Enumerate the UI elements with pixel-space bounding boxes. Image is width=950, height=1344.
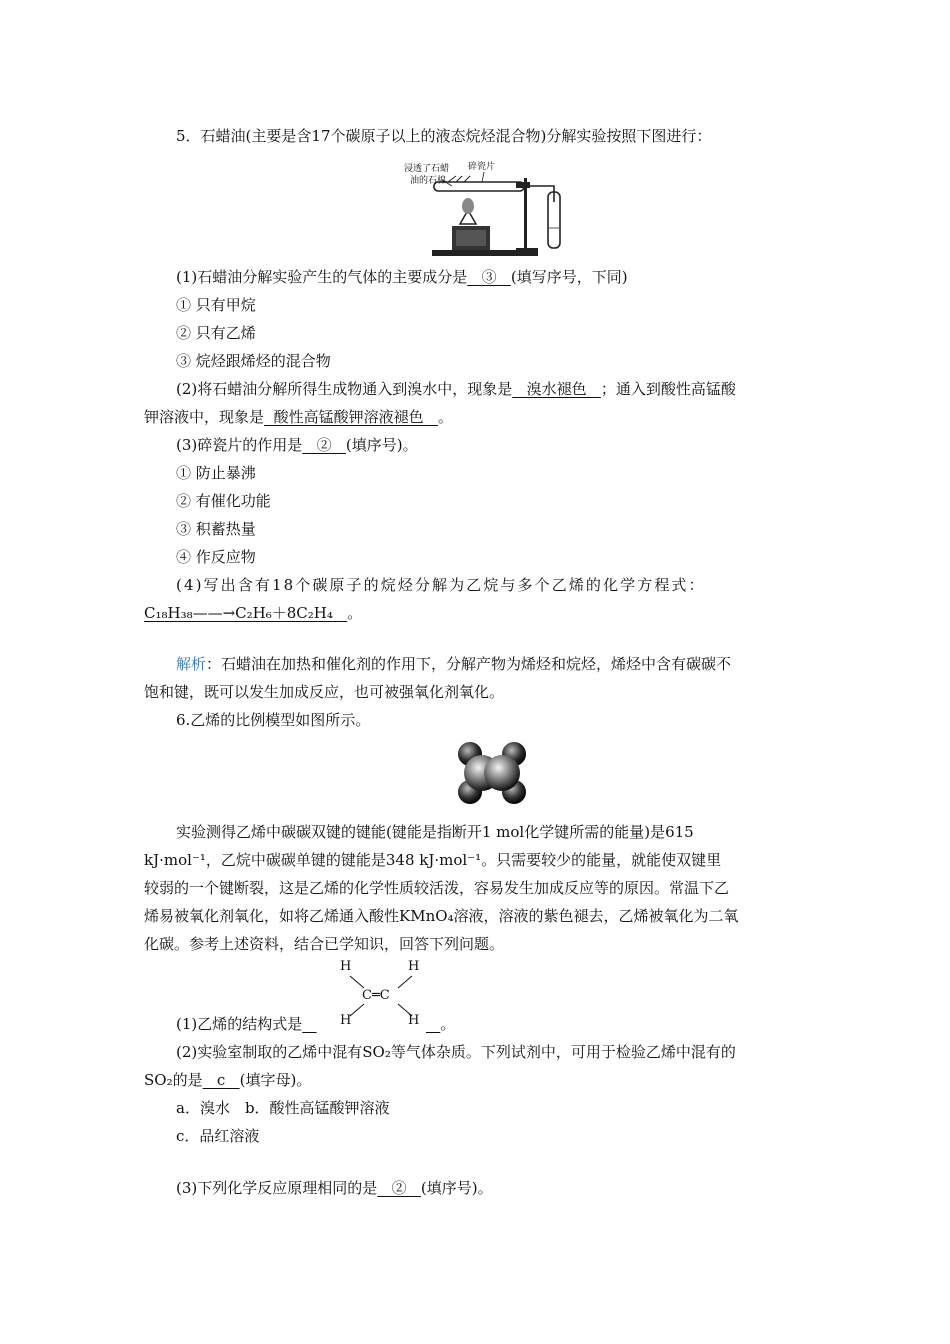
q5-p3-option: ② 有催化功能 — [176, 492, 271, 510]
q5-part4-line2 — [144, 603, 362, 623]
q5-p4-equation-text: C₁₈H₃₈——→C₂H₆＋8C₂H₄ — [144, 604, 333, 622]
q5-part3 — [176, 435, 418, 455]
q5-p1-option: ② 只有乙烯 — [176, 324, 256, 342]
q5-part4-line1: (4)写出含有18个碳原子的烷烃分解为乙烷与多个乙烯的化学方程式： — [176, 576, 706, 594]
q5-p1-answer-text: ③ — [481, 268, 497, 286]
q6-p2-answer — [203, 1071, 240, 1089]
q5-p4-end: 。 — [347, 604, 363, 622]
q5-analysis-line1 — [176, 654, 731, 674]
ethylene-model-drawing — [452, 738, 532, 808]
q5-p1-answer — [467, 268, 511, 286]
q6-p1-blank-end — [426, 1015, 440, 1033]
q6-part3 — [176, 1178, 493, 1198]
q6-p2-stem: SO₂的是 — [144, 1071, 203, 1089]
q6-p1-blank — [302, 1015, 316, 1033]
ethylene-structural-formula — [336, 960, 426, 1030]
q5-p2-answer2-text: 酸性高锰酸钾溶液褪色 — [273, 408, 424, 426]
analysis-label: 解析 — [176, 655, 207, 673]
q6-para-line5: 化碳。参考上述资料，结合已学知识，回答下列问题。 — [144, 935, 505, 953]
q5-p4-equation — [144, 604, 347, 622]
q5-p3-option: ① 防止暴沸 — [176, 464, 256, 482]
q5-p1-option: ③ 烷烃跟烯烃的混合物 — [176, 352, 331, 370]
q6-p2-option: a．溴水 b．酸性高锰酸钾溶液 — [176, 1099, 390, 1117]
label-asbestos-1: 浸透了石蜡 — [404, 164, 450, 174]
q5-part2-line2 — [144, 407, 453, 427]
q6-p2-option: c．品红溶液 — [176, 1127, 260, 1145]
q6-para-text: 实验测得乙烯中碳碳双键的键能(键能是指断开1 mol化学键所需的能量)是615 — [176, 823, 694, 841]
q6-intro: 6.乙烯的比例模型如图所示。 — [176, 711, 371, 729]
q5-p2-end: 。 — [437, 408, 453, 426]
atom-h: H — [408, 1013, 420, 1028]
q5-p1-note: (填写序号，下同) — [510, 268, 628, 286]
q5-p3-stem: (3)碎瓷片的作用是 — [176, 436, 303, 454]
q6-p1-stem: (1)乙烯的结构式是 — [176, 1015, 303, 1033]
cracking-apparatus-figure — [404, 158, 584, 258]
atom-h: H — [340, 1013, 352, 1028]
q5-p2-answer2 — [264, 408, 438, 426]
atom-h: H — [408, 959, 420, 974]
q6-part2-line2 — [144, 1070, 311, 1090]
q5-p1-stem: (1)石蜡油分解实验产生的气体的主要成分是 — [176, 268, 468, 286]
q6-p3-answer-text: ② — [391, 1179, 407, 1197]
analysis-text: ：石蜡油在加热和催化剂的作用下，分解产物为烯烃和烷烃，烯烃中含有碳碳不 — [206, 655, 732, 673]
atom-h: H — [340, 959, 352, 974]
q5-p3-option: ③ 积蓄热量 — [176, 520, 256, 538]
q6-part1-end — [426, 1014, 455, 1034]
q6-part2-line1: (2)实验室制取的乙烯中混有SO₂等气体杂质。下列试剂中，可用于检验乙烯中混有的 — [176, 1043, 736, 1061]
q6-para-line4: 烯易被氧化剂氧化，如将乙烯通入酸性KMnO₄溶液，溶液的紫色褪去，乙烯被氧化为二氧 — [144, 907, 739, 925]
q6-para-line3: 较弱的一个键断裂，这是乙烯的化学性质较活泼，容易发生加成反应等的原因。常温下乙 — [144, 879, 730, 897]
q5-p2-mid: ；通入到酸性高锰酸 — [600, 380, 736, 398]
double-bond-cc: C═C — [362, 988, 390, 1003]
q6-p2-answer-text: c — [216, 1071, 226, 1089]
q5-analysis-line2: 饱和键，既可以发生加成反应，也可被强氧化剂氧化。 — [144, 683, 505, 701]
q5-p2-stem: (2)将石蜡油分解所得生成物通入到溴水中，现象是 — [176, 380, 513, 398]
q6-part1 — [176, 1014, 317, 1034]
q6-para-line1 — [176, 822, 808, 842]
q5-part2-line1 — [176, 379, 736, 399]
q5-p2-stem2: 钾溶液中，现象是 — [144, 408, 265, 426]
q5-p3-answer-text: ② — [316, 436, 332, 454]
q6-p3-answer — [377, 1179, 421, 1197]
q5-part1 — [176, 267, 628, 287]
ethylene-space-filling-model — [452, 738, 532, 808]
q6-p2-note: (填字母)。 — [239, 1071, 312, 1089]
q5-intro: 5．石蜡油(主要是含17个碳原子以上的液态烷烃混合物)分解实验按照下图进行： — [176, 127, 712, 145]
q5-p3-option: ④ 作反应物 — [176, 548, 256, 566]
q5-p3-note: (填序号)。 — [345, 436, 418, 454]
q6-p1-end: 。 — [440, 1015, 456, 1033]
q5-p2-answer1 — [512, 380, 601, 398]
q5-p1-option: ① 只有甲烷 — [176, 296, 256, 314]
q6-p3-stem: (3)下列化学反应原理相同的是 — [176, 1179, 378, 1197]
q5-p3-answer — [302, 436, 346, 454]
q6-p3-note: (填序号)。 — [420, 1179, 493, 1197]
q5-p2-answer1-text: 溴水褪色 — [526, 380, 587, 398]
label-asbestos-2: 油的石棉 — [410, 176, 447, 186]
q6-para-line2: kJ·mol⁻¹，乙烷中碳碳单键的键能是348 kJ·mol⁻¹。只需要较少的能量，就能使双键里 — [144, 851, 722, 869]
label-porcelain: 碎瓷片 — [468, 162, 496, 172]
